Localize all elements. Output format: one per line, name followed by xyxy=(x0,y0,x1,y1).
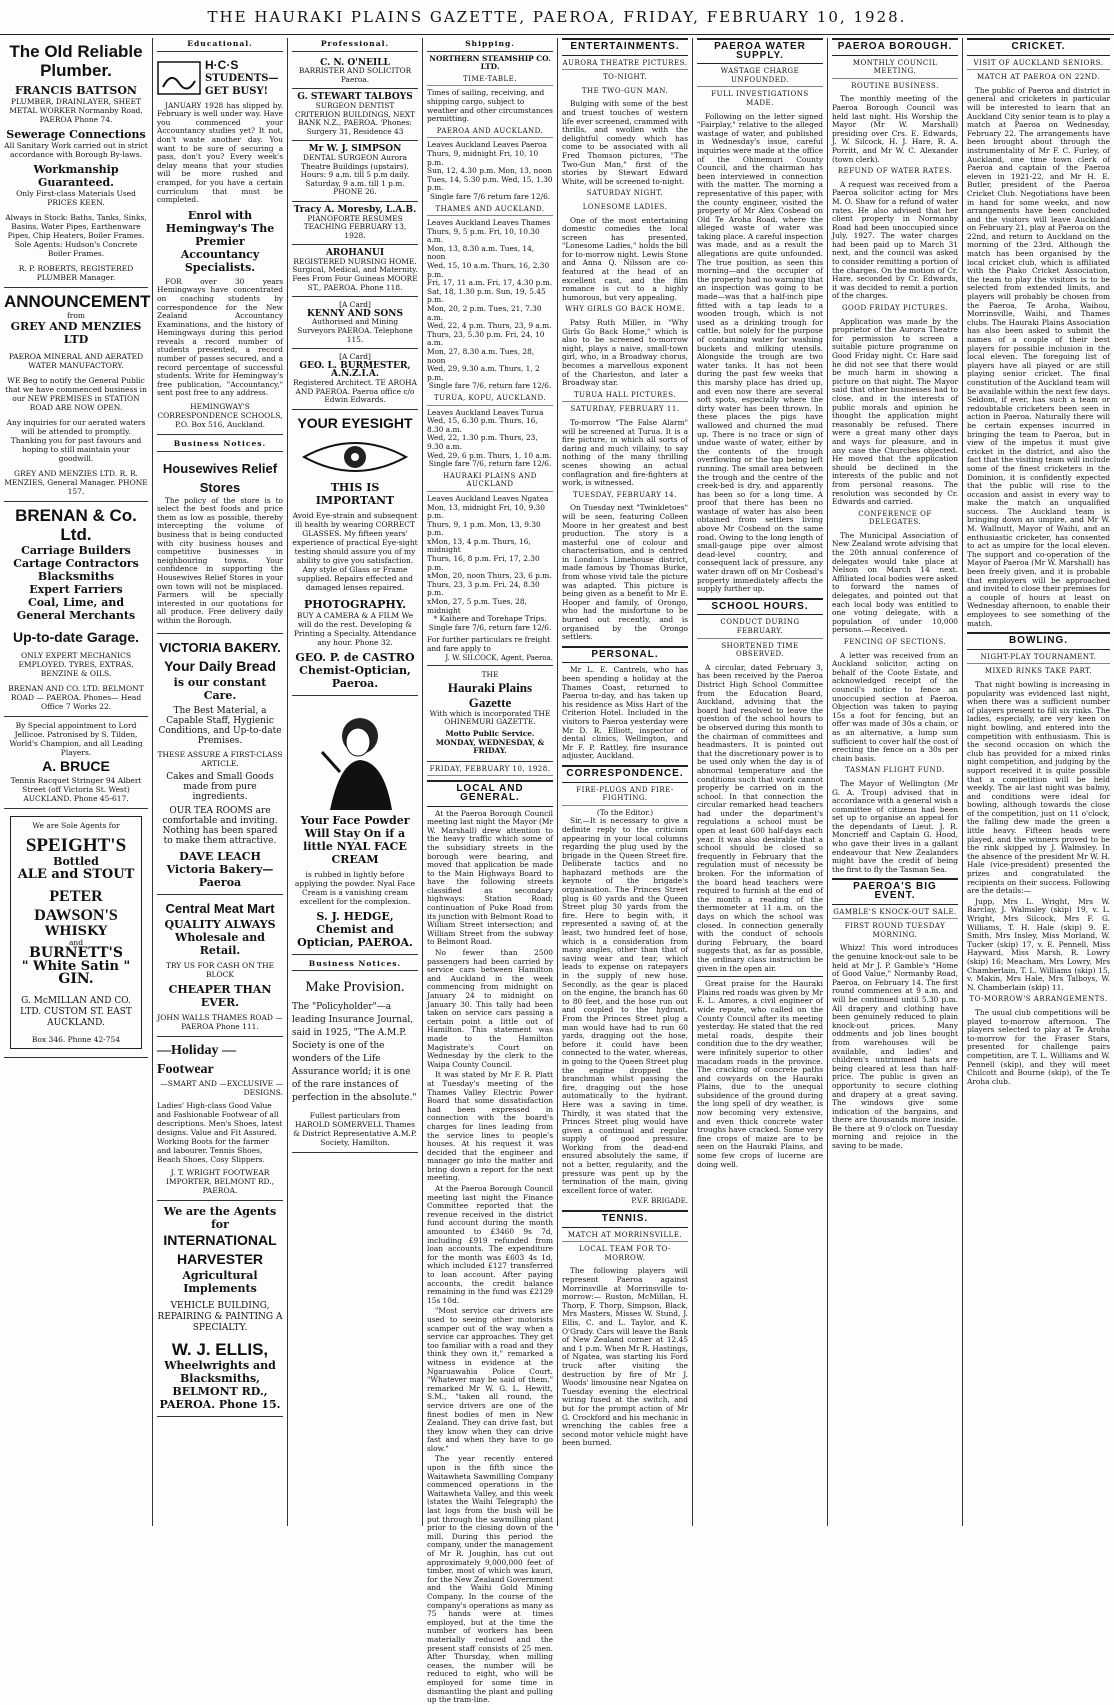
route-row: Wed, 15, 10 a.m. Thurs, 16, 2.30 p.m. xyxy=(427,261,550,279)
advert-text: PAEROA MINERAL AND AERATED WATER MANUFACTORY. xyxy=(8,352,144,370)
route-row: Leaves Auckland Leaves Ngatea xyxy=(427,493,549,503)
route-row: Wed, 29, 6 p.m. Thurs, 1, 10 a.m. xyxy=(427,450,552,460)
route-row: Thurs, 9, 1 p.m. Mon, 13, 9.30 p.m. xyxy=(427,519,541,538)
professional-card xyxy=(292,141,418,202)
card-text: Authorised and Mining Surveyors PAEROA. Telephone 115. xyxy=(297,317,413,344)
timetable-note: Times of sailing, receiving, and shipping cargo, subject to weather and other circumstances permitting. xyxy=(427,88,553,124)
advert-signature: GREY AND MENZIES LTD. R. R. MENZIES, General Manager. PHONE 157. xyxy=(4,469,148,496)
article-paragraph: No fewer than 2500 passengers had been carried by service cars between Hamilton and Auckland in the week commencing from midnight on January 24 to midnight on January 30. This tally had been taken on service cars passing a certain point a little out of Hamilton. This statement was made to the Hamilton Magistrate's Court on Wednesday by the clerk to the Waipa County Council. xyxy=(427,948,553,1069)
article-subhead: MONTHLY COUNCIL MEETING. xyxy=(832,59,958,79)
article-subhead: WASTAGE CHARGE UNFOUNDED. xyxy=(697,67,823,87)
article-subhead: WHY GIRLS GO BACK HOME. xyxy=(565,305,685,314)
advert-line: Expert Farriers xyxy=(29,583,123,596)
card-label: [A Card] xyxy=(339,352,371,362)
advert-text: from xyxy=(67,311,85,320)
column-5 xyxy=(558,38,692,1526)
column-7 xyxy=(828,38,962,1526)
advert-box xyxy=(10,816,142,1049)
advert-subhead: Agricultural Implements xyxy=(182,1268,258,1295)
advert-text: VEHICLE BUILDING, REPAIRING & PAINTING A SPECIALTY. xyxy=(157,1300,283,1333)
advert-name: A. BRUCE xyxy=(42,758,110,774)
article-paragraph: A request was received from a Paeroa solicitor acting for Mrs M. O. Shaw for a refund of water rates. He also advised that her client property in Normanby Road had been unoccupied since July, 1927. The water charges had been paid up to March 31 next, and the council was asked to consider remitting a portion of the charges. On the motion of Cr. Hare, seconded by Cr. Edwards, it was decided to remit a portion of the charges. xyxy=(832,179,958,301)
article-subhead: SATURDAY, FEBRUARY 11. xyxy=(570,405,680,414)
route-note: * Kaihere and Torehape Trips. xyxy=(433,614,547,624)
article-paragraph: Following on the letter signed "Fairplay," relative to the alleged wastage of water, and published in Wednesday's issue, careful inquiries were made at the office of the Ohinemuri County Council, and the chairman has been interviewed in connection with the matter. The morning a representative of this paper, with the county engineer, visited the property of Mr Alex Cosbead on Old Te Aroha Road, where the alleged waste of water was taking place. A careful inspection was made, and as a result the allegations are quite unfounded. The true position, as seen this morning—and the occupier of the property had no warning that an inspection was going to be made—was that a half-inch pipe fitted with a tap leads to a wooden trough, which is not used as a drinking trough for cattle, but solely for the purpose of containing water for washing buckets and milking utensils. Alongside the trough are two water tanks. It has not been during the past few weeks that this marshy place has dried up, and even now there are several soft spots, especially where the dirty water has been thrown. In these places the pigs have wallowed and churned the mud up. There is no trace or sign of undue waste of water, either by the contents of the trough overflowing or the tap being left running. The small area between the trough and the centre of the creek-bed is dry, and apparently has been so for a long time. A proof that there has been no wastage of water has also been obtained from settlers living above Mr Cosbead on the same road. Owing to the long length of small-gauge pipe over almost dead-level country, and consequent lack of pressure, any water drawn off on Mr Cosbead's property immediately affects the supply further up. xyxy=(697,111,823,594)
route-row: Wed, 15, 6.30 p.m. Thurs, 16, 8.30 a.m. xyxy=(427,416,538,434)
housewives-advert xyxy=(157,455,283,634)
article-paragraph: The Municipal Association of New Zealand wrote advising that the 20th annual conference of delegates would take place at Nelson on March 14 next. Affiliated local bodies were asked to forward the names of delegates, and pointed out that each local body was entitled to one voting delegate, with a population of under 10,000 persons.—Received. xyxy=(832,530,958,635)
section-label: Professional. xyxy=(292,38,418,52)
advert-line: Wholesale and Retail. xyxy=(174,930,265,957)
route-row: Leaves Auckland Leaves Paeroa xyxy=(427,140,547,150)
advert-text: Cakes and Small Goods made from pure ingredients. xyxy=(166,771,274,802)
article-paragraph: Sir,—It is necessary to give a definite reply to the criticism appearing in your local columns regarding the plug used by the brigade in the Queen Street fire. Deliberate tactics and no haphazard methods are the keynote of the brigade's organisation. The Princes Street plug is 60 yards and the Queen Street plug 30 yards from the fire. Here to begin with, it represented a saving of, at the least, two hundred feet of hose, which is a consideration from many angles, other than that of saving wear and tear, which leads to expense on ratepayers in the supply of new hose. Secondly, as the gear is placed on the engine, the branch has 60 to 80 feet, and the hose run out and coupled to the hydrant. From the Princes Street plug a man would have had to run 60 yards, dragging out the hose, before it could have been connected to the water, whereas, in going to the Queen Street plug the engine dropped the branchman whilst passing the fire, dragging out the hose automatically to the hydrant. Here was a saving in time. Thirdly, it was stated that the Princes Street plug would have given a continual and regular supply of good pressure. Working from the dead-end ensured absolutely the same, if not a better, regularity, and the pressure was pent up by the termination of the main, giving excellent force of water. xyxy=(562,816,688,1195)
footwear-advert xyxy=(157,1037,283,1201)
advert-text: ONLY EXPERT MECHANICS EMPLOYED. TYRES, EXTRAS, BENZINE & OILS. xyxy=(18,651,134,678)
article-subhead: FENCING OF SECTIONS. xyxy=(843,638,947,646)
advert-text: The Best Material, a Capable Staff, Hygienic Conditions, and Up-to-date Premises. xyxy=(158,705,282,746)
column-6 xyxy=(693,38,827,1526)
route-row: xMon, 27, 5 p.m. Tues, 28, midnight xyxy=(427,597,527,615)
article-paragraph: The public of Paeroa and district in general and cricketers in particular will be interested to learn that an Auckland City senior team is to play a match at Paeroa on Wednesday, February 22. The arrangements have been brought about through the instrumentality of Mr F. C. Furley, of Auckland, one time town clerk of Paeroa and captain of the Paeroa eleven in 1921-22, and Mr H. E. Butler, president of the Paeroa Cricket Club. Negotiations have been in hand for some weeks, and now arrangements have been concluded and the visitors will leave Auckland on February 21, play at Paeroa on the 22nd, and return to Auckland on the morning of the 23rd. Although the match has been organised by the local cricket club, which is affiliated with the Piako Cricket Association, the team to play the visitors is to be selected from extended limits, and players will probably be chosen from the Paeroa, Te Aroha, Waihou, Morrinsville, Waihi, and Thames clubs. The Hauraki Plains Association has also been asked to submit the names of a couple of their best players for possible inclusion in the local eleven. The foregoing list of players have all played or are still playing senior cricket. The final constitution of the Auckland team will be available within the next few days. Seldom, if ever, has such a team or redoubtable cricketers been seen in action in Paeroa. Naturally there will be certain expenses incurred in bringing the team to Paeroa, but in view of the impetus it must give cricket in the district, and also the fact that the visiting team will include some of the finest cricketers in the Dominion, it is confidently expected that the public will rise to the occasion and assist in every way to make the match an unqualified success. The Auckland team is bringing down an umpire, and Mr W. M. Wallnutt, Mayor of Waihi, and an enthusiastic cricketer, has consented to act as umpire for the local eleven. The support and co-operation of the Mayor of Paeroa (Mr W. Marshall) has been freely given, and it is probable that employers will be approached and invited to close their premises for a couple of hours at least on Wednesday afternoon, to enable their employees to see something of the match. xyxy=(967,85,1110,628)
card-name: AROHANUI xyxy=(325,248,385,259)
route-title: THAMES AND AUCKLAND. xyxy=(427,205,553,217)
advert-text: JANUARY 1928 has slipped by. February is well under way. Have you commenced your Accountancy studies yet? It not, don't waste another day. You want to be sure of securing a pass, don't you? Every week's delay means that your studies will be more rushed and cramped, for you have a certain curriculum that must be completed. xyxy=(157,100,283,205)
advert-title: Housewives Relief Stores xyxy=(162,460,278,495)
big-event-heading: PAEROA'S BIG EVENT. xyxy=(832,878,958,904)
route-row: Leaves Auckland Leaves Turua xyxy=(427,407,544,417)
route-row: Mon, 27, 8.30 a.m. Tues, 28, noon xyxy=(427,347,535,365)
issue-date: FRIDAY, FEBRUARY 10, 1928. xyxy=(427,765,553,777)
route-row: Wed, 22, 4 p.m. Thurs, 23, 9 a.m. xyxy=(427,321,552,331)
advert-title: INTERNATIONAL HARVESTER xyxy=(163,1231,277,1267)
article-paragraph: The usual club competitions will be played to-morrow afternoon. The players selected to play at Te Aroha to-morrow for the Fraser Stars, presented for challenge pairs competition, are T. L. Williams and W. Pennell (skip), and they will meet Chilcott and Bourne (skip), of the Te Aroha club. xyxy=(967,1007,1110,1086)
article-subhead: FIRE-PLUGS AND FIRE-FIGHTING. xyxy=(562,786,688,806)
advert-text: By Special appointment to Lord Jellicoe. Patronised by S. Tilden, World's Champion, and all Leading Players. xyxy=(9,721,143,757)
nyal-advert xyxy=(292,696,418,955)
local-general-body xyxy=(427,810,553,1705)
card-text: PIANOFORTE RESUMES TEACHING FEBRUARY 13, 1928. xyxy=(303,213,407,240)
professional-card xyxy=(292,55,418,90)
advert-line: General Merchants xyxy=(16,609,136,622)
advert-text: Avoid Eye-strain and subsequent ill health by wearing CORRECT GLASSES. My fifteen years' experience of practical Eye-sight testing should assure you of my ability to give you satisfaction. Any style of Glass or Frame supplied. Repairs effected and damaged lenses repaired. xyxy=(292,510,418,592)
article-subhead: SHORTENED TIME OBSERVED. xyxy=(721,641,799,659)
article-paragraph: At the Paeroa Borough Council meeting last night the Finance Committee reported that the revenue received in the district fund account during the month amounted to £3460 9s 7d, including £919 refunded from loan accounts. The expenditure for the month was £603 4s 1d, which included £127 transferred to loan account. After paying accounts, the credit balance remaining in the fund was £2129 15s 10d. xyxy=(427,1184,553,1305)
article-paragraph: That night bowling is increasing in popularity was evidenced last night, when there was a sufficient number of players present to fill six rinks. The ladies, especially, are very keen on night bowling, and entered into the competition with enthusiasm. This is the second occasion on which the club has provided for a mixed rinks night competition, and judging by the support received it is quite possible that a competition will be held weekly. The air last night was balmy, and conditions were ideal for bowling, although towards the close of the competition, just on 11 o'clock, the falling dew made the green a little heavy. Fifteen heads were played, and the winners proved to be the rink skipped by J. Walmsley. In the absence of the president Mr W. H. Hale (vice-president) presented the prizes and congratulated the recipients on their success. Following are the details:— xyxy=(967,679,1110,896)
borough-heading: PAEROA BOROUGH. xyxy=(832,38,958,56)
advert-text: All Sanitary Work carried out in strict accordance with Borough By-laws. xyxy=(4,141,148,159)
route-row: Mon, 13, midnight Fri, 10, 9.30 p.m. xyxy=(427,502,545,521)
advert-text: BUY A CAMERA & A FILM We will do the rest. Developing & Printing a Specialty. Attendance any hour. Phone 32. xyxy=(293,610,417,647)
advert-title: Central Meat Mart xyxy=(165,900,275,916)
route-row: Mon, 13, 8.30 a.m. Tues, 14, noon xyxy=(427,243,535,262)
advert-line: Coal, Lime, and xyxy=(27,596,125,609)
advert-text: THESE ASSURE A FIRST-CLASS ARTICLE. xyxy=(157,749,283,768)
article-paragraph: At the Paeroa Borough Council meeting last night the Mayor (Mr W. Marshall) drew attention to the heavy traffic which some of the subsidiary streets in the borough were bearing, and moved that application be made to the Main Highways Board to have the following streets classified as secondary highways: Station Road; continuation of Puke Road from its junction with Belmont Road to William Street intersection; and William Street from the subway to Belmont Road. xyxy=(427,808,553,947)
article-paragraph: The Mayor of Wellington (Mr G. A. Troup) advised that in accordance with a general wish a committee of citizens had been set up to organise an appeal for the dependants of Lieut. J. R. Moncrieff and Captain G. Hood, who gave their lives in a gallant endeavour that New Zealanders might have the credit of being the first to fly the Tasman Sea. xyxy=(832,778,958,874)
advert-text: Any inquiries for our aerated waters will be attended to promptly. Thanking you for past favours and hoping to still maintain your goodwill. xyxy=(6,418,146,463)
advert-title: ANNOUNCEMENT xyxy=(4,292,151,311)
advert-signature: BRENAN AND CO. LTD. BELMONT ROAD — PAEROA. Phones— Head Office 7 Works 22. xyxy=(8,684,144,711)
advert-line: BURNETT'S xyxy=(29,945,123,961)
article-subhead: NIGHT-PLAY TOURNAMENT. xyxy=(967,653,1110,665)
advert-title: The Old Reliable Plumber. xyxy=(9,42,143,80)
column-3 xyxy=(288,38,422,1526)
route-fare: Single fare 7/6, return fare 12/6. xyxy=(428,622,552,632)
article-subhead: MATCH AT MORRINSVILLE. xyxy=(562,1231,688,1243)
advert-name: W. J. ELLIS, xyxy=(171,1339,269,1359)
advert-line: SPEIGHT'S xyxy=(25,835,127,856)
article-paragraph: Patsy Ruth Miller, in "Why Girls Go Back Home," which is also to be screened to-morrow night, plays a naive, small-town girl, who, in a Broadway chorus, becomes a marvellous exponent of the Charleston, and later a Broadway star. xyxy=(562,318,688,388)
advert-subhead: Enrol with Hemingway's The Premier Accountancy Specialists. xyxy=(165,208,275,274)
advert-signature: R. P. ROBERTS, REGISTERED PLUMBER Manager. xyxy=(18,264,134,282)
tennis-heading: TENNIS. xyxy=(562,1210,688,1228)
advert-title: Your Face Powder Will Stay On if a little NYAL FACE CREAM xyxy=(300,813,410,866)
advert-text: TRY US FOR CASH ON THE BLOCK xyxy=(165,960,275,979)
article-paragraph: The year recently entered upon is the fifth since the Waitawheta Sawmilling Company commenced operations in the Waitawheta Valley, and this week (states the Waihi Telegraph) the last logs from the bush will be put through the sawmilling plant prior to the closing down of the mill. During this period the company, under the management of Mr R. Joughin, has cut out approximately 9,000,000 feet of timber, most of which was kauri, for the New Zealand Government and the Waihi Gold Mining Company. In the course of the company's operations as many as 75 hands were at times employed, but at the time the number of workers has been materially reduced and the present staff consists of 25 men. After Thursday, when milling ceases, the number will be reduced to eight, who will be employed for some time in dismantling the plant and pulling up the tram-line. xyxy=(427,1454,553,1705)
article-subhead: REFUND OF WATER RATES. xyxy=(837,167,953,176)
advert-signature: Fullest particulars from HAROLD SOMERVELL Thames & District Representative A.M.P. Society, Hamilton. xyxy=(293,1111,417,1148)
article-paragraph: Bulging with some of the best and truest touches of western life ever screened, crammed with thrills, and swollen with the delightful comedy which has come to be associated with all Fred Thomson pictures, "The Two-Gun Man," first of the stories by Stewart Edward White, will be screened to-night. xyxy=(562,99,688,186)
route-row: Thurs, 23, 3 p.m. Fri, 24, 8.30 p.m. xyxy=(427,579,540,598)
column-2 xyxy=(153,38,287,1526)
route-row: Thurs, 23, 5.30 p.m. Fri, 24, 10 a.m. xyxy=(427,329,545,348)
correspondence-heading: CORRESPONDENCE. xyxy=(562,765,688,783)
route-row: Sat, 18, 1.30 p.m. Sun, 19, 5.45 p.m. xyxy=(427,286,546,305)
column-8 xyxy=(963,38,1114,1526)
card-text: BARRISTER AND SOLICITOR Paeroa. xyxy=(298,66,412,84)
advert-line: Cartage Contractors xyxy=(13,557,139,570)
route-row: Wed, 29, 9.30 a.m. Thurs, 1, 2 p.m. xyxy=(427,364,540,382)
woman-portrait-icon xyxy=(300,702,410,812)
gazette-masthead xyxy=(427,666,553,762)
advert-subhead: Workmanship Guaranteed. xyxy=(33,163,119,189)
advert-signature: G. McMILLAN AND CO. LTD. CUSTOM ST. EAST AUCKLAND. xyxy=(20,996,132,1028)
advert-text: FOR over 30 years Hemingways have concentrated on coaching students by correspondence for the New Zealand Accountancy Examinations, and the history of Hemingways during this period reveals a record number of students presented, a record number of passes secured, and a record percentage of successful students. Write for Hemingway's free publication, "Accountancy," sent post free to any address. xyxy=(157,276,283,398)
personal-heading: PERSONAL. xyxy=(562,646,688,664)
article-subhead: MIXED RINKS TAKE PART. xyxy=(984,667,1093,676)
article-subhead: CONFERENCE OF DELEGATES. xyxy=(858,509,932,527)
column-4 xyxy=(423,38,557,1705)
masthead: THE HAURAKI PLAINS GAZETTE, PAEROA, FRIDAY, FEBRUARY 10, 1928. xyxy=(0,0,1114,35)
water-supply-heading: PAEROA WATER SUPPLY. xyxy=(697,38,823,64)
route-title: PAEROA AND AUCKLAND. xyxy=(427,127,553,139)
advert-text: Only First-class Materials Used PRICES KEEN. xyxy=(16,189,136,207)
eye-icon xyxy=(300,437,410,477)
advert-text: —SMART AND —EXCLUSIVE —DESIGNS. xyxy=(160,1078,283,1097)
meat-mart-advert xyxy=(157,895,283,1037)
advert-box-number: Box 346. Phone 42-754 xyxy=(31,1035,121,1044)
card-text: DENTAL SURGEON Aurora Theatre Buildings (upstairs). Hours: 9 a.m. till 5 p.m daily. Saturday, 9 a.m. till 1 p.m. PHONE 26. xyxy=(300,152,410,197)
article-subhead: MATCH AT PAEROA ON 22ND. xyxy=(977,73,1100,82)
advert-line: PETER DAWSON'S xyxy=(34,888,118,924)
card-name: KENNY AND SONS xyxy=(307,308,403,319)
advert-line: and xyxy=(68,938,84,947)
article-subhead: TUESDAY, FEBRUARY 14. xyxy=(573,490,677,499)
advert-text: PLUMBER, DRAINLAYER, SHEET METAL WORKER Normanby Road, PAEROA Phone 74. xyxy=(9,97,143,124)
hemingway-advert xyxy=(157,55,283,435)
article-subhead: GAMBLE'S KNOCK-OUT SALE. xyxy=(832,908,958,920)
professional-card xyxy=(292,245,418,297)
section-label: Business Notices. xyxy=(292,958,418,972)
advert-line: " White Satin " xyxy=(21,959,131,974)
article-subhead: TO-NIGHT. xyxy=(603,73,647,82)
grey-menzies-advert xyxy=(4,288,151,502)
section-label: Shipping. xyxy=(427,38,553,52)
card-text: Registered Architect. TE AROHA AND PAEROA. Paeroa office c/o Edwin Edwards. xyxy=(293,378,417,405)
route-row: Mon, 20, 2 p.m. Tues, 21, 7.30 a.m. xyxy=(427,304,542,322)
card-name: C. N. O'NEILL xyxy=(320,57,390,68)
advert-signature: HEMINGWAY'S CORRESPONDENCE SCHOOLS, P.O. Box 516, Auckland. xyxy=(157,402,283,430)
advert-title: YOUR EYESIGHT xyxy=(297,414,413,431)
advert-name: FRANCIS BATTSON xyxy=(14,84,137,97)
article-paragraph: The monthly meeting of the Paeroa Borough Council was held last night. His Worship the Mayor (Mr W. Marshall) presiding over Crs. E. Edwards, J. W. Silcock, H. J. Hare, R. A. Porritt, and Mr W. C. Alexander (town clerk). xyxy=(832,94,958,164)
route-fare: Single fare 7/6 return fare 12/6. xyxy=(429,191,551,201)
hcs-logo-icon xyxy=(157,61,201,95)
article-paragraph: The following players will represent Paeroa against Morrinsville at Morrinsville to-morrow:— Ruston, McMillan, H. Thorp, F. Thorp, Simpson, Black, Mrs Masters, Misses W. Stund, J. Ellis, C. and L. Taylor, and K. O'Grady. Cars will leave the Bank of New Zealand corner at 12.45 and 1 p.m. When Mr R. Hastings, of Ngatea, was starting his Ford truck after visiting the destruction by fire of Mr J. Woods' limousine near Ngatea on Tuesday evening the electrical wiring fused at the switch, and but for the prompt action of Mr G. Crockford and his mechanic in wrenching the cables free a second motor vehicle might have been burned. xyxy=(562,1266,688,1448)
advert-text: OUR TEA ROOMS are comfortable and inviting. Nothing has been spared to make them attractive. xyxy=(162,805,278,846)
article-paragraph: A letter was received from an Auckland solicitor, acting on behalf of the Coote Estate, and acknowledged receipt of the council's notice to fence an unoccupied section at Paeroa. Objection was taken to paying 15s a foot for fencing, but an offer was made of 30s a chain, or as an alternative, a lump sum sufficient to cover half the cost of erecting the fence on a 30s per chain basis. xyxy=(832,650,958,763)
article-paragraph: It was stated by Mr F. R. Platt at Tuesday's meeting of the Thames Valley Electric Power Board that some dissatisfaction had been expressed in connection with the board's charges for lines leading from the service lines to people's houses. At his request it was decided that the engineer and manager go into the matter and bring down a report for the next meeting. xyxy=(427,1070,553,1183)
route-row: Leaves Auckland Leaves Thames xyxy=(427,218,551,228)
route-row: xMon, 13, 4 p.m. Thurs, 16, midnight xyxy=(427,536,531,555)
victoria-bakery-advert xyxy=(157,634,283,895)
mcmillan-advert xyxy=(4,809,148,1058)
entertainments-heading: ENTERTAINMENTS. xyxy=(562,38,688,56)
harvester-advert xyxy=(157,1201,283,1417)
advert-text: The policy of the store is to select the best foods and price them as low as possible, thereby intercepting the volume of business that is being conducted with city business houses and competitive businesses in neighbouring towns. Your confidence in supporting the Housewives Relief Stores in your own town will not be misplaced. Farmers will be specially interested in our quotations for all produce. Free delivery daily within the Borough. xyxy=(157,495,283,625)
article-subhead: SATURDAY NIGHT. xyxy=(586,189,664,198)
masthead-days: MONDAY, WEDNESDAY, & FRIDAY. xyxy=(435,737,545,756)
route-row: Tues, 14, 5.30 p.m. Wed, 15, 1.30 p.m. xyxy=(427,174,553,193)
advert-line: Blacksmiths xyxy=(37,570,115,583)
article-subhead: CONDUCT DURING FEBRUARY. xyxy=(697,618,823,638)
article-subhead: AURORA THEATRE PICTURES. xyxy=(562,59,688,71)
advert-signature: JOHN WALLS THAMES ROAD — PAEROA Phone 111. xyxy=(157,1012,283,1031)
advert-signature: J. T. WRIGHT FOOTWEAR IMPORTER, BELMONT RD., PAEROA. xyxy=(165,1167,275,1195)
advert-signature: GEO. P. de CASTRO Chemist-Optician, Paeroa. xyxy=(295,650,415,690)
section-label: Educational. xyxy=(157,38,283,52)
article-paragraph: On Tuesday next "Twinkletoes" will be seen, featuring Colleen Moore in her greatest and best production. The story is a masterful one of colour and characterisation, and is centred in London's Limehouse district, made famous by Thomas Burke, from whose vivid tale the picture was adapted. This picture is being given as a benefit to Mr E. Hooper and family, of Orongo, who had the misfortune to be burned out recently, and is organised by the Orongo settlers. xyxy=(562,503,688,642)
route-title: HAURAKI PLAINS AND AUCKLAND xyxy=(427,472,553,492)
column-1 xyxy=(0,38,152,1526)
route-row: Sun, 12, 4.30 p.m. Mon, 13, noon xyxy=(427,166,552,176)
advert-text: Tennis Racquet Stringer 94 Albert Street (off Victoria St. West) AUCKLAND. Phone 45-617. xyxy=(10,776,142,803)
route-row: xMon, 20, noon Thurs, 23, 6 p.m. xyxy=(427,571,552,581)
article-signature: P.V.F. BRIGADE. xyxy=(631,1197,688,1206)
advert-title: VICTORIA BAKERY. xyxy=(159,639,281,655)
bowling-heading: BOWLING. xyxy=(967,632,1110,650)
advert-title: BRENAN & Co. Ltd. xyxy=(15,506,137,544)
advert-subhead: Sewerage Connections xyxy=(6,128,146,141)
article-subhead: TO-MORROW'S ARRANGEMENTS. xyxy=(969,995,1108,1004)
advert-line: CHEAPER THAN EVER. xyxy=(168,982,272,1009)
masthead-title: Hauraki Plains Gazette xyxy=(447,679,533,710)
hcs-label: H·C·S xyxy=(205,57,239,72)
advert-line: QUALITY ALWAYS xyxy=(164,917,276,931)
cricket-heading: CRICKET. xyxy=(967,38,1110,56)
plumber-advert xyxy=(4,38,148,288)
shipping-company: NORTHERN STEAMSHIP CO. LTD. xyxy=(429,53,551,72)
article-paragraph: Great praise for the Hauraki Plains red roads was given by Mr E. L. Amores, a civil engineer of wide repute, who called on the County Council after its meeting yesterday. He stated that the red metal roads, despite their condition due to the dry weather, were infinitely superior to other macadam roads in the province. The cracking of concrete paths and cowyards on the Hauraki Plains, due to the unequal subsidence of the ground during the long spell of dry weather, is now becoming very extensive, and even thick concrete water troughs have cracked. Some very fine crops of maize are to be seen on the Hauraki Plains, and some few crops of lucerne are doing well. xyxy=(697,979,823,1169)
article-paragraph: "Most service car drivers are used to seeing other motorists scamper out of the way when a service car approaches. They get too familiar with a road and they think they own it," remarked a witness in evidence at the Ngaruawahia Police Court. "Whatever may be said of them," remarked Mr W. G. L. Hewitt, S.M., "taken all round, the service drivers are one of the finest bodies of men in New Zealand. They can drive fast, but they know when they can drive fast and when they have to go slow." xyxy=(427,1306,553,1453)
advert-text: Ladies' High-class Good Value and Fashionable Footwear of all descriptions. Men's Shoes, latest designs. Value and Fit Assured. Working Boots for the farmer and labourer. Tennis Shoes, Beach Shoes, Cosy Slippers. xyxy=(157,1100,283,1164)
advert-signature: DAVE LEACH Victoria Bakery—Paeroa xyxy=(166,849,274,889)
professional-card xyxy=(292,297,418,349)
article-subhead: TURUA HALL PICTURES. xyxy=(562,391,688,403)
advert-text: The "Policyholder"—a leading Insurance Journal, said in 1925, "The A.M.P. Society is one of the wonders of the Life Assurance world; it is one of the rare instances of perfection in the absolute." xyxy=(292,1002,417,1104)
hcs-logo-row xyxy=(157,59,283,98)
article-paragraph: To-morrow "The False Alarm" will be screened at Turua. It is a fire picture, in which all sorts of daring and much villainy, to say nothing of the many thrilling scenes showing an actual conflagration and fire-fighters at work, is witnessed. xyxy=(562,417,688,488)
advert-line: ALE and STOUT xyxy=(17,867,135,882)
card-name: G. STEWART TALBOYS xyxy=(297,92,413,103)
route-fare: Single fare 7/6, return fare 12/6. xyxy=(428,381,552,391)
article-subhead: LONESOME LADIES. xyxy=(582,202,668,211)
route-row: Thurs, 9, 5 p.m. Fri, 10, 10.30 a.m. xyxy=(427,226,540,245)
advert-text: is rubbed in lightly before applying the powder. Nyal Face Cream is a vanishing cream excellent for the complexion. xyxy=(294,869,416,906)
section-label: Business Notices. xyxy=(157,438,283,452)
masthead-incorporated: With which is incorporated THE OHINEMURI GAZETTE. xyxy=(429,708,551,727)
article-subhead: VISIT OF AUCKLAND SENIORS. xyxy=(967,59,1110,71)
brenan-advert xyxy=(4,502,148,717)
advert-line: Carriage Builders xyxy=(21,544,131,557)
advert-text: WE Beg to notify the General Public that we have commenced business in our NEW PREMISES in STATION ROAD ARE NOW OPEN. xyxy=(5,376,147,412)
masthead-motto: Motto Public Service. xyxy=(445,728,535,738)
card-text: SURGEON DENTIST CRITERION BUILDINGS, NEXT BANK N.Z., PAEROA. 'Phones: Surgery 31, Residence 43 xyxy=(294,100,416,136)
advert-text: Always in Stock: Baths, Tanks, Sinks, Basins, Water Pipes, Earthenware Pipes, Chip Heaters, Boiler Frames. Sole Agents: Hudson's Concrete Boiler Frames. xyxy=(5,213,147,258)
article-subhead: LOCAL TEAM FOR TO-MORROW. xyxy=(578,1245,672,1262)
article-paragraph: A circular, dated February 3, has been received by the Paeroa District High School Committee from the Education Board, Auckland, advising that the board had resolved to leave the question of the school hours to be observed during this month to the chairman of committees and headmasters. It is pointed out that the discretionary power is to be used only when the day is of abnormal temperature and the conditions such that work cannot properly be carried on in the school. In that connection the circular remarked head teachers had under the department's regulations a school must be open at least 600 half-days each year. It was also desirable that a school should be closed so frequently in February that the regulation must of necessity be broken. For the information of the board head teachers were required to furnish at the end of the month a reading of the thermometer at 11 a.m. on the days on which the school was closed. In connection generally with the conduct of schools during February, the board suggests that, as far as possible, the ordinary class instruction be given in the open air. xyxy=(697,662,823,973)
school-hours-heading: SCHOOL HOURS. xyxy=(697,598,823,616)
advert-subhead: PHOTOGRAPHY. xyxy=(303,597,406,611)
advert-line: is our constant Care. xyxy=(173,675,267,702)
timetable-title: TIME-TABLE. xyxy=(427,75,553,87)
article-paragraph: Jupp, Mrs L. Wright, Mrs W. Barclay, J. Walmsley (skip) 19, v. L. Wright, Mrs Silcock, Mrs F. G. Williams, T. H. Hale (skip) 9. E. Smith, Mrs Insley, Miss Morland, W. Tucker (skip) 17, v. E. Pennell, Miss Hayward, Miss Marsh, R. Lowry (skip) 16; Meacham, Mrs Lowry, Mrs Chamberlain, T. L. Williams (skip) 15, v. Makin, Mrs Hale, Mrs Talboys, W. N. Chamberlain (skip) 11. xyxy=(967,896,1110,992)
article-subhead: ROUTINE BUSINESS. xyxy=(851,81,939,90)
advert-subhead: Up-to-date Garage. xyxy=(12,629,139,645)
article-paragraph: One of the most entertaining domestic comedies the local screen has presented, "Lonesome Ladies," holds the bill for to-morrow night. Lewis Stone and Anna Q. Nilsson are co-featured at the head of an excellent cast, and the film romance is cut to a highly humorous, but very appealing. xyxy=(562,215,688,302)
route-row: Thurs, 16, 8 p.m. Fri, 17, 2.30 p.m. xyxy=(427,554,540,572)
advert-title: Make Provision. xyxy=(305,979,405,996)
advert-title: —Holiday —Footwear xyxy=(157,1042,236,1077)
article-subhead: GOOD FRIDAY PICTURES. xyxy=(841,304,949,313)
eyesight-advert xyxy=(292,410,418,696)
card-name: GEO. L. BURMESTER, A.N.Z.I.A. xyxy=(299,360,411,380)
professional-card xyxy=(292,349,418,410)
masthead-the: THE xyxy=(481,670,499,680)
shipping-agent: J. W. SILCOCK, Agent, Paeroa. xyxy=(427,654,553,667)
advert-line: GIN. xyxy=(58,971,94,987)
hcs-headline: STUDENTS— GET BUSY! xyxy=(205,72,279,97)
advert-line: Bottled xyxy=(53,855,99,868)
article-paragraph: Whizz! This word introduces the genuine knock-out sale to be held at Mr J. P. Gamble's "Home of Good Value," Normanby Road, Paeroa, on February 14. The first round commences at 9 a.m. and will be continued until 5.30 p.m. All drapery and clothing have been genuinely reduced to plain knock-out prices. Many oddments and job lines bought from warehouses will be available, and ladies' and children's untrimmed hats are being cleared at less than half-price. The public is given an opportunity to secure clothing and drapery at a great saving. The windows give some indication of the bargains, and there are thousands more inside. Be there at 9 o'clock on Tuesday morning and rejoice in the saving to be made. xyxy=(832,943,958,1151)
article-subhead: FULL INVESTIGATIONS MADE. xyxy=(711,90,809,107)
amp-advert xyxy=(292,974,418,1153)
shipping-note: For further particulars re freight and fare apply to xyxy=(427,635,551,653)
advert-signature: Wheelwrights and Blacksmiths, BELMONT RD., PAEROA. Phone 15. xyxy=(159,1358,281,1411)
article-note: (To the Editor.) xyxy=(596,807,654,817)
advert-text: We are the Agents for xyxy=(163,1204,277,1231)
article-subhead: FIRST ROUND TUESDAY MORNING. xyxy=(844,922,946,939)
route-fare: Single fare 7/6, return fare 12/6. xyxy=(428,459,552,469)
route-row: Fri, 17, 11 a.m. Fri, 17, 4.30 p.m. xyxy=(427,278,553,288)
advert-text: We are Sole Agents for xyxy=(32,821,120,830)
professional-card xyxy=(292,89,418,141)
advert-subhead: THIS IS IMPORTANT xyxy=(315,480,395,507)
card-label: [A Card] xyxy=(339,300,371,310)
article-paragraph: Mr L. E. Cantrels, who has been spending a holiday at the Thames Coast, returned to Paeroa to-day, and has taken up his residence as Miss Hart of the Criterion Hotel. Included in the visitors to Paeroa yesterday were Mr D. R. Elliott, inspector of dental clinics, Wellington, and Mr F. P. Rattley, fire insurance adjuster, Auckland. xyxy=(562,665,688,761)
advert-signature: S. J. HEDGE, Chemist and Optician, PAEROA. xyxy=(297,909,413,949)
bruce-advert xyxy=(4,717,148,809)
card-text: REGISTERED NURSING HOME. Surgical, Medical, and Maternity. Fees From Four Guineas MOORE ST., PAEROA. Phone 118. xyxy=(292,256,418,292)
route-row: Wed, 22, 1.30 p.m. Thurs, 23, 9.30 a.m. xyxy=(427,433,538,451)
article-paragraph: Application was made by the proprietor of the Aurora Theatre for permission to screen a suitable picture programme on Good Friday night. Cr. Hare said he did not see that there would be much harm in showing a picture on that night. The Mayor said that other businesses had to close, and in the interests of public morals and opinion he thought the application might reasonably be refused. There were a great many other days and ways for pleasure, and in any case the Churches objected. He moved that the application should be declined in the interests of the public and not from personal reasons. The resolution was seconded by Cr. Edwards and carried. xyxy=(832,316,958,507)
advert-name: GREY AND MENZIES LTD xyxy=(10,320,142,346)
professional-card xyxy=(292,202,418,245)
advert-line: WHISKY xyxy=(44,924,108,939)
local-general-heading: LOCAL AND GENERAL. xyxy=(427,780,553,806)
advert-subhead: Your Daily Bread xyxy=(164,657,276,674)
route-title: TURUA, KOPU, AUCKLAND. xyxy=(427,394,553,406)
article-subhead: TASMAN FLIGHT FUND. xyxy=(845,766,945,775)
route-row: Thurs, 9, midnight Fri, 10, 10 p.m. xyxy=(427,148,539,167)
card-name: Tracy A. Moresby, L.A.B. xyxy=(293,204,417,215)
article-subhead: THE TWO-GUN MAN. xyxy=(581,86,669,95)
card-name: Mr W. J. SIMPSON xyxy=(308,144,402,155)
